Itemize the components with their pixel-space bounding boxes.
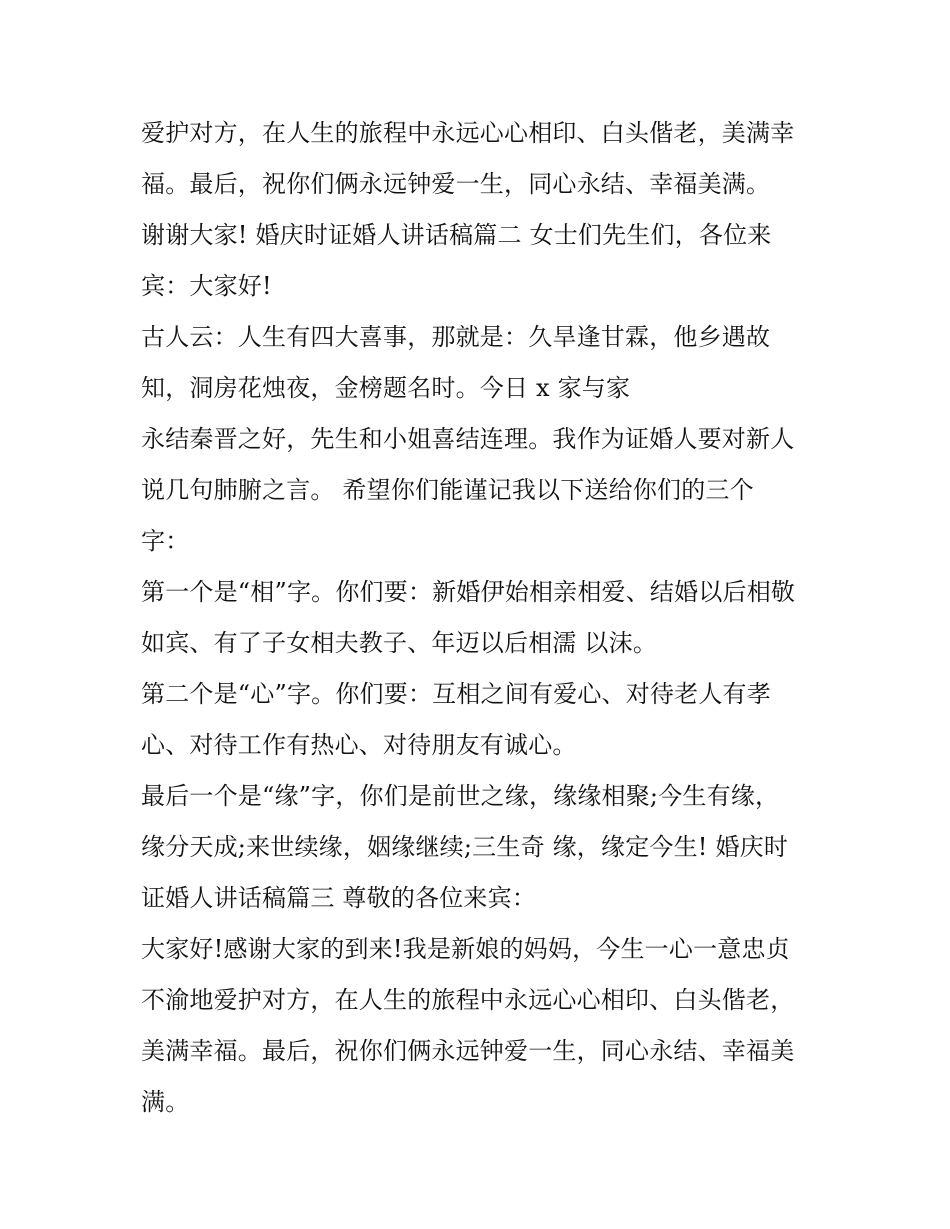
text-line: 宾：大家好! — [141, 272, 272, 300]
text-line: 大家好!感谢大家的到来!我是新娘的妈妈，今生一心一意忠贞 — [141, 935, 790, 963]
text-line: 满。 — [141, 1088, 190, 1116]
text-line: 证婚人讲话稿篇三 尊敬的各位来宾： — [141, 884, 537, 912]
text-line: 第一个是“相”字。你们要：新婚伊始相亲相爱、结婚以后相敬 — [141, 578, 796, 606]
text-line: 如宾、有了子女相夫教子、年迈以后相濡 以沫。 — [141, 629, 658, 657]
text-line: 最后一个是“缘”字，你们是前世之缘，缘缘相聚;今生有缘， — [141, 782, 780, 810]
text-line: 第二个是“心”字。你们要：互相之间有爱心、对待老人有孝 — [141, 680, 771, 708]
text-line: 爱护对方，在人生的旅程中永远心心相印、白头偕老，美满幸 — [141, 119, 795, 147]
text-line: 知，洞房花烛夜，金榜题名时。今日 x 家与家 — [141, 374, 631, 402]
text-line: 说几句肺腑之言。 希望你们能谨记我以下送给你们的三个 — [141, 476, 754, 504]
document-body — [141, 108, 831, 1128]
text-line: 字： — [141, 527, 190, 555]
text-line: 福。最后，祝你们俩永远钟爱一生，同心永结、幸福美满。 — [141, 170, 771, 198]
text-line: 心、对待工作有热心、对待朋友有诚心。 — [141, 731, 577, 759]
text-line: 永结秦晋之好，先生和小姐喜结连理。我作为证婚人要对新人 — [141, 425, 795, 453]
text-line: 缘分天成;来世续缘，姻缘继续;三生奇 缘，缘定今生! 婚庆时 — [141, 833, 789, 861]
text-line: 谢谢大家! 婚庆时证婚人讲话稿篇二 女士们先生们，各位来 — [141, 221, 772, 249]
text-line: 古人云：人生有四大喜事，那就是：久旱逢甘霖，他乡遇故 — [141, 323, 771, 351]
text-line: 不渝地爱护对方，在人生的旅程中永远心心相印、白头偕老， — [141, 986, 795, 1014]
text-line: 美满幸福。最后，祝你们俩永远钟爱一生，同心永结、幸福美 — [141, 1037, 795, 1065]
